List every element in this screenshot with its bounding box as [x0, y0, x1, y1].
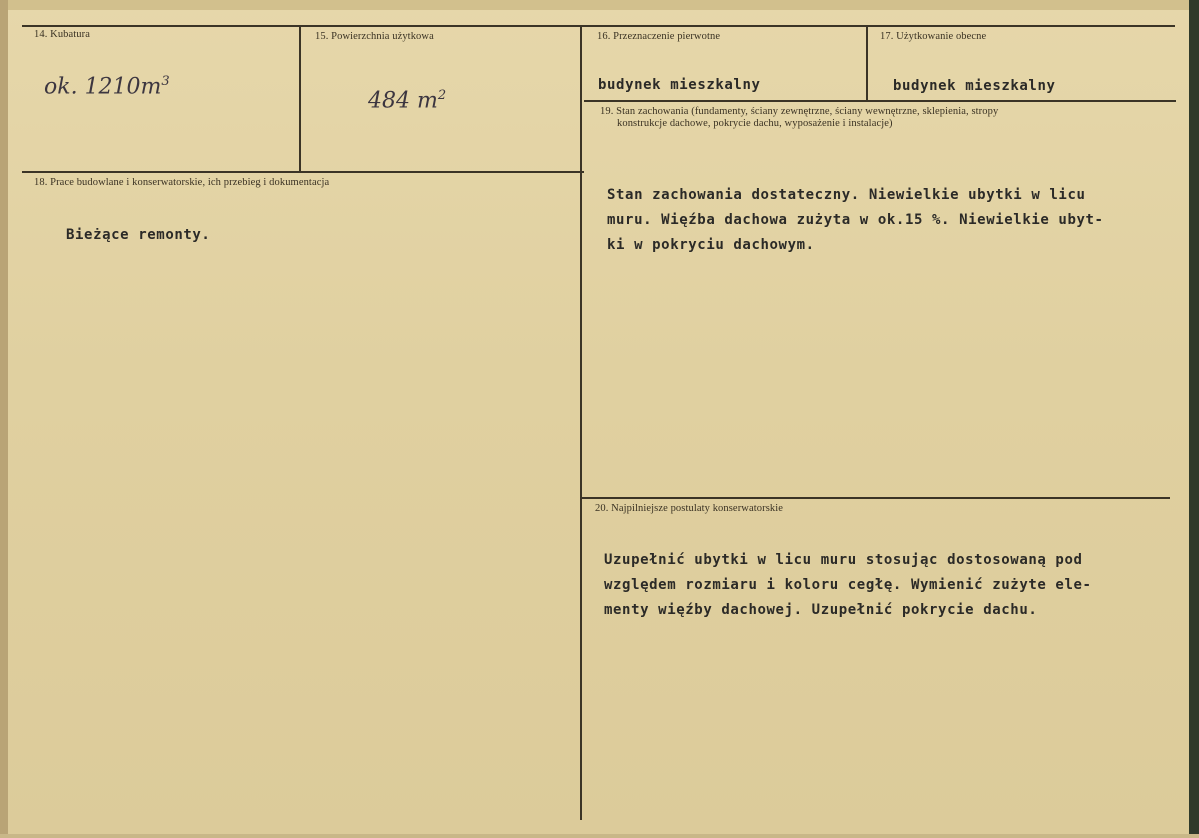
field-14-value: [44, 74, 170, 99]
field-19-line: Stan zachowania dostateczny. Niewielkie ubytki w licu: [607, 187, 1086, 203]
field-20-line: menty więźby dachowej. Uzupełnić pokrycie dachu.: [604, 602, 1038, 618]
field-20-label: 20. Najpilniejsze postulaty konserwatorskie: [595, 503, 784, 514]
field-16-label: 16. Przeznaczenie pierwotne: [597, 31, 721, 42]
field-15-label: 15. Powierzchnia użytkowa: [315, 31, 434, 42]
field-15-value: [368, 88, 446, 113]
divider-14-15: [299, 25, 301, 171]
field-19-label-line2: konstrukcje dachowe, pokrycie dachu, wyposażenie i instalacje): [617, 118, 893, 129]
field-14-value-text: ok. 1210m: [44, 74, 162, 100]
field-16-value: budynek mieszkalny: [598, 77, 761, 93]
scan-background-right: [1189, 0, 1199, 838]
center-divider: [580, 25, 582, 820]
card-left-edge: [0, 0, 8, 838]
field-17-label: 17. Użytkowanie obecne: [880, 31, 987, 42]
field-14-label: 14. Kubatura: [34, 29, 91, 40]
field-18-label: 18. Prace budowlane i konserwatorskie, ich przebieg i dokumentacja: [34, 177, 330, 188]
rule-under-14-15: [22, 171, 584, 173]
field-19-label-line1: 19. Stan zachowania (fundamenty, ściany zewnętrzne, ściany wewnętrzne, sklepienia, stropy: [600, 106, 999, 117]
field-15-value-superscript: 2: [437, 88, 447, 103]
field-20-line: Uzupełnić ubytki w licu muru stosując dostosowaną pod: [604, 552, 1083, 568]
field-19-value: [607, 183, 1104, 258]
field-14-value-superscript: 3: [161, 74, 170, 89]
field-17-value: budynek mieszkalny: [893, 78, 1056, 94]
divider-16-17: [866, 25, 868, 100]
card-bottom-edge: [0, 834, 1199, 838]
rule-under-16-17: [584, 100, 1176, 102]
field-19-line: ki w pokryciu dachowym.: [607, 237, 815, 253]
field-18-value: Bieżące remonty.: [66, 227, 211, 243]
top-rule: [22, 25, 1175, 27]
field-19-line: muru. Więźba dachowa zużyta w ok.15 %. Niewielkie ubyt-: [607, 212, 1104, 228]
field-15-value-text: 484 m: [368, 88, 438, 114]
card-top-edge: [0, 0, 1199, 10]
field-20-line: względem rozmiaru i koloru cegłę. Wymienić zużyte ele-: [604, 577, 1092, 593]
field-20-value: [604, 548, 1092, 623]
rule-above-20: [582, 497, 1170, 499]
